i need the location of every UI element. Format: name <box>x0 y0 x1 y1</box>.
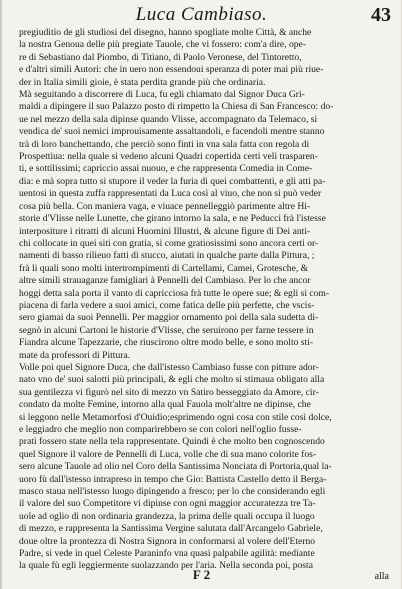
text-line: uole ad oglio di non ordinaria grandezza, la prima delle quali occupa il luogo <box>19 510 315 522</box>
text-line: Volle poi quel Signore Duca, che dall'istesso Cambiaso fusse con pitture ador- <box>19 361 319 373</box>
text-line: trà di loro banchettando, che perciò sono finti in vna sala fatta con regola di <box>19 138 310 150</box>
text-line: di mezzo, e rappresenta la Santissima Vergine salutata dall'Arcangelo Gabriele, <box>19 523 323 535</box>
text-line: re di Sebastiano dal Piombo, di Titiano, di Paolo Veronese, del Tintoretto, <box>19 51 302 63</box>
text-line: e d'altri simili Autori: che in uero non essendoui speranza di poter mai più riue- <box>19 64 324 76</box>
text-line: uoro fù dall'istesso intrapreso in tempo che Gio: Battista Castello detto il Berga- <box>19 473 327 485</box>
signature-mark: F 2 <box>192 567 211 582</box>
running-title: Luca Cambiaso. <box>135 4 268 25</box>
text-line: nato vno de' suoi salotti più principali, & egli che molto si stimaua obligato alla <box>19 374 325 386</box>
text-line: sero alcune Tauole ad olio nel Coro della Santissima Nonciata di Portoria,qual la- <box>19 461 332 473</box>
page-number: 43 <box>371 4 391 26</box>
text-line: altre simili strauaganze famigliari à Pennelli del Cambiaso. Per lo che ancor <box>19 275 311 287</box>
text-line: sua gentilezza vi figurò nel sito di mezzo vn Satiro besseggiato da Amore, cir- <box>19 386 319 398</box>
text-line: pregiuditio de gli studiosi del disegno, hanno spogliate molte Città, & anche <box>19 27 312 38</box>
text-line: Mà seguitando a discorrere di Luca, fu egli chiamato dal Signor Duca Gri- <box>19 89 305 101</box>
text-line: chi collocate in quei siti con gratia, sì come gratiosissimi sono ancora certi or- <box>19 237 319 249</box>
text-line: namenti di basso rilieuo fatti di stucco, aiutati in qualche parte dalla Pittura, ; <box>19 250 315 262</box>
text-line: frà li quali sono molti intertrompimenti di Cartellami, Camei, Grotesche, & <box>19 262 309 274</box>
text-line: condato da molte Femine, intorno alla qual Fauola molt'altre ne dipinse, che <box>19 399 311 411</box>
text-line: dia: e mà sopra tutto si stupore il veder la furia di quei combattenti, e gli atti pa- <box>19 175 326 187</box>
page-footer <box>2 567 401 585</box>
text-line: piacena di farla vedere a suoi amici, come fatica delle più perfette, che vscis- <box>19 299 315 311</box>
text-line: uentosi in questa zuffa rappresentati da Luca così al viuo, che non si può veder <box>19 188 322 200</box>
text-line: segnò in alcuni Cartoni le historie d'Vlisse, che seruirono per farne tessere in <box>19 324 314 336</box>
text-line: si leggono nelle Metamorfosi d'Ouidio;esprimendo ogni cosa con stile così dolce, <box>19 411 332 423</box>
text-line: maldi a dipingere il suo Palazzo posto di rimpetto la Chiesa di San Francesco: do- <box>19 101 334 113</box>
text-line: interpositure i ritratti di alcuni Huomini Illustri, & alcune figure di Dei anti- <box>19 225 311 237</box>
text-line: ue nel mezzo della sala dipinse quando Vlisse, accompagnato da Telemaco, si <box>19 113 318 125</box>
text-line: der in Italia simili gioie, è stata perdita grande più che ordinaria. <box>19 76 266 88</box>
text-line: mate da professori di Pittura. <box>19 349 131 361</box>
text-line: Prospettiua: nella quale si vedeno alcuni Quadri copertida certi veli trasparen- <box>19 151 318 163</box>
text-line: Fiandra alcune Tapezzarie, che riuscirono oltre modo belle, e sono molto sti- <box>19 337 314 349</box>
body-text <box>19 27 393 573</box>
catchword: alla <box>374 571 389 582</box>
text-line: hoggi detta sala porta il vanto di capricciosa frà tutte le opere sue; & egli si com- <box>19 287 330 299</box>
text-line: vendica de' suoi nemici improuisamente assaltandoli, e facendoli mentre stanno <box>19 126 325 138</box>
text-line: Padre, si vede in quel Celeste Paraninfo vna quasi palpabile agilità: mediante <box>19 548 315 560</box>
page-header <box>2 4 401 26</box>
text-line: sero giamai da suoi Pennelli. Per maggior ornamento poi della sala sudetta di- <box>19 312 319 324</box>
text-line: masco staua nell'istesso luogo dipingendo a fresco; per lo che considerando egli <box>19 486 326 498</box>
text-line: e leggiadro che meglio non comparirebbero se con colori nell'oglio fusse- <box>19 424 302 435</box>
text-line: storie d'Vlisse nelle Lunette, che girano intorno la sala, e ne Peducci frà l'istesse <box>19 213 326 225</box>
text-line: la quale fù egli leggiermente suolazzando per l'aria. Nella seconda poi, posta <box>19 560 313 572</box>
text-line: cosa più bella. Con maniera vaga, e viuace pennelleggiò parimente altre Hi- <box>19 200 311 212</box>
text-line: quel Signore il valore de Pennelli di Luca, volle che di sua mano colorite fos- <box>19 448 317 460</box>
text-line: la nostra Genoua delle più pregiate Tauole, che vi fossero: com'a dire, ope- <box>19 39 306 51</box>
text-line: prati fossero state nella tela rappresentate. Quindi è che molto ben cognoscendo <box>19 436 325 448</box>
text-line: ti, e sottilissimi; capriccio assai nuouo, e che rappresenta Comedia in Come- <box>19 163 313 175</box>
text-line: doue oltre la prontezza di Nostra Signora in conformarsi al volere dell'Eterno <box>19 535 316 547</box>
text-line: il valore del suo Competitore vi dipinse con ogni maggior accuratezza tre Ta- <box>19 498 316 510</box>
